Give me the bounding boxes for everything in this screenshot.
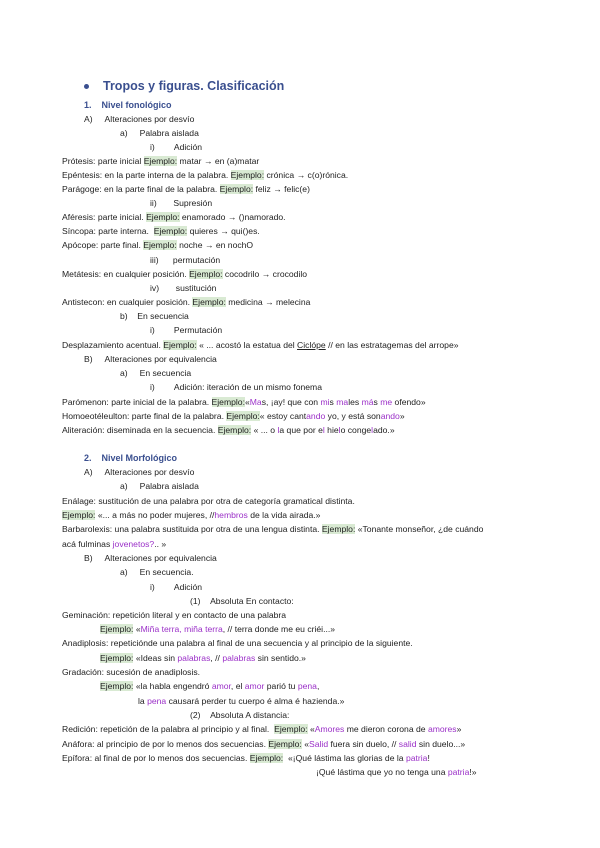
definition-line: Antistecon: en cualquier posición. Ejemplo: medicina → melecina: [62, 297, 311, 307]
bullet-icon: [84, 84, 89, 89]
definition-line: Metátesis: en cualquier posición. Ejemplo: cocodrilo → crocodilo: [62, 269, 308, 279]
list-item: A) Alteraciones por desvío: [84, 467, 195, 477]
list-item: iv) sustitución: [150, 283, 217, 293]
definition-line: Parágoge: en la parte final de la palabra. Ejemplo: feliz → felic(e): [62, 184, 310, 194]
definition-line: Epéntesis: en la parte interna de la palabra. Ejemplo: crónica → c(o)rónica.: [62, 170, 349, 180]
definition-line: Aféresis: parte inicial. Ejemplo: enamorado → ()namorado.: [62, 212, 286, 222]
list-item: (2) Absoluta A distancia:: [190, 710, 290, 720]
page-title: Tropos y figuras. Clasificación: [84, 80, 284, 92]
definition-line: Barbarolexis: una palabra sustituida por otra de una lengua distinta. Ejemplo: «Tonante monseñor, ¿de cuándo: [62, 524, 484, 534]
example-line: Ejemplo: «la habla engendró amor, el amor parió tu pena,: [100, 681, 320, 691]
definition-line: Geminación: repetición literal y en contacto de una palabra: [62, 610, 287, 620]
definition-line: Epífora: al final de por lo menos dos secuencias. Ejemplo: «¡Qué lástima las glorias de la patria!: [62, 753, 430, 763]
definition-line: Anadiplosis: repeticiónde una palabra al final de una secuencia y al principio de la siguiente.: [62, 638, 413, 648]
definition-line: Apócope: parte final. Ejemplo: noche → en nochO: [62, 240, 254, 250]
definition-line: Redición: repetición de la palabra al principio y al final. Ejemplo: «Amores me dieron corona de amores»: [62, 724, 462, 734]
example-line: Ejemplo: «Ideas sin palabras, // palabras sin sentido.»: [100, 653, 306, 663]
example-line: la pena causará perder tu cuerpo é alma é hazienda.»: [138, 696, 345, 706]
example-line: Ejemplo: «... a más no poder mujeres, //hembros de la vida airada.»: [62, 510, 321, 520]
list-item: i) Adición: iteración de un mismo fonema: [150, 382, 322, 392]
list-item: B) Alteraciones por equivalencia: [84, 354, 217, 364]
definition-line: Gradación: sucesión de anadiplosis.: [62, 667, 201, 677]
list-item: ii) Supresión: [150, 198, 213, 208]
definition-line: Parómenon: parte inicial de la palabra. Ejemplo:«Mas, ¡ay! que con mis males más me ofendo»: [62, 397, 426, 407]
list-item: B) Alteraciones por equivalencia: [84, 553, 217, 563]
list-item: a) Palabra aislada: [120, 481, 199, 491]
list-item: (1) Absoluta En contacto:: [190, 596, 294, 606]
list-item: A) Alteraciones por desvío: [84, 114, 195, 124]
definition-line: Enálage: sustitución de una palabra por otra de categoría gramatical distinta.: [62, 496, 355, 506]
list-item: a) Palabra aislada: [120, 128, 199, 138]
definition-line: Anáfora: al principio de por lo menos dos secuencias. Ejemplo: «Salid fuera sin duelo, // salid sin duelo...»: [62, 739, 466, 749]
example-line: ¡Qué lástima que yo no tenga una patria!»: [316, 767, 477, 777]
definition-line: Desplazamiento acentual. Ejemplo: « ... acostó la estatua del Ciclópe // en las estratagemas del arrope»: [62, 340, 459, 350]
section-heading: 2. Nivel Morfológico: [84, 453, 178, 463]
section-heading: 1. Nivel fonológico: [84, 100, 172, 110]
example-line: Ejemplo: «Miña terra, miña terra, // terra donde me eu criéi...»: [100, 624, 336, 634]
list-item: a) En secuencia.: [120, 567, 194, 577]
list-item: b) En secuencia: [120, 311, 189, 321]
example-line: acá fulminas jovenetos?.. »: [62, 539, 167, 549]
list-item: iii) permutación: [150, 255, 221, 265]
definition-line: Síncopa: parte interna. Ejemplo: quieres → qui()es.: [62, 226, 260, 236]
definition-line: Aliteración: diseminada en la secuencia. Ejemplo: « ... o la que por el hielo congelado.»: [62, 425, 395, 435]
list-item: i) Adición: [150, 582, 203, 592]
list-item: i) Adición: [150, 142, 203, 152]
definition-line: Prótesis: parte inicial Ejemplo: matar → en (a)matar: [62, 156, 260, 166]
list-item: i) Permutación: [150, 325, 223, 335]
list-item: a) En secuencia: [120, 368, 192, 378]
definition-line: Homoeotéleulton: parte final de la palabra. Ejemplo:« estoy cantando yo, y está sonando»: [62, 411, 405, 421]
